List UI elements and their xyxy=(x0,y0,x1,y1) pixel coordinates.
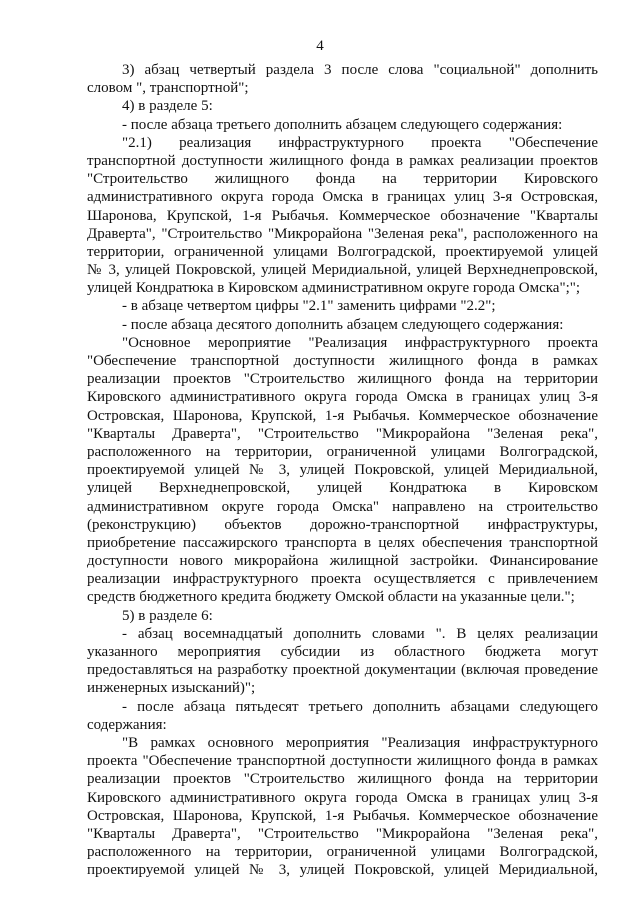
text-line: предоставляться на разработку проектной документации (включая проведение xyxy=(87,662,598,679)
text-line: Кировского административного округа города Омска в границах улиц 3-я xyxy=(87,389,598,406)
text-line: улицей Кондратюка в Кировском административном округе города Омска";"; xyxy=(87,280,581,297)
text-line: территории, ограниченной улицами Волгоградской, проектируемой улицей xyxy=(87,243,598,260)
text-line: 4) в разделе 5: xyxy=(122,98,213,115)
text-line: "2.1) реализация инфраструктурного проекта "Обеспечение xyxy=(122,134,598,151)
text-line: "Основное мероприятие "Реализация инфраструктурного проекта xyxy=(122,334,598,351)
text-line: расположенного на территории, ограниченной улицами Волгоградской, xyxy=(87,443,598,460)
text-line: реализации проектов "Строительство жилищного фонда на территории xyxy=(87,371,598,388)
text-line: инженерных изысканий)"; xyxy=(87,680,256,697)
document-body xyxy=(87,61,598,879)
text-line: "Кварталы Драверта", "Строительство "Микрорайона "Зеленая река", xyxy=(87,425,598,442)
text-line: (реконструкцию) объектов дорожно-транспортной инфраструктуры, xyxy=(87,516,598,533)
text-line: доступности нового микрорайона жилищной застройки. Финансирование xyxy=(87,553,598,570)
text-line: Драверта", "Строительство "Микрорайона "Зеленая река", расположенного на xyxy=(87,225,598,242)
text-line: расположенного на территории, ограниченной улицами Волгоградской, xyxy=(87,844,598,861)
text-line: Шаронова, Крупской, 1-я Рыбачья. Коммерческое обозначение "Кварталы xyxy=(87,207,598,224)
text-line: "В рамках основного мероприятия "Реализация инфраструктурного xyxy=(122,734,598,751)
text-line: "Кварталы Драверта", "Строительство "Микрорайона "Зеленая река", xyxy=(87,825,598,842)
text-line: словом ", транспортной"; xyxy=(87,80,249,97)
text-line: реализации инфраструктурного проекта осуществляется с привлечением xyxy=(87,571,598,588)
text-line: 5) в разделе 6: xyxy=(122,607,213,624)
text-line: проектируемой улицей № 3, улицей Покровской, улицей Меридиальной, xyxy=(87,462,598,479)
text-line: - после абзаца третьего дополнить абзацем следующего содержания: xyxy=(122,116,563,133)
text-line: средств бюджетного кредита бюджету Омской области на указанные цели."; xyxy=(87,589,575,606)
text-line: улицей Верхнеднепровской, улицей Кондратюка в Кировском xyxy=(87,480,598,497)
text-line: указанного мероприятия субсидии из областного бюджета могут xyxy=(87,644,598,660)
text-line: транспортной доступности жилищного фонда в рамках реализации проектов xyxy=(87,152,598,169)
page-number: 4 xyxy=(316,38,324,54)
text-line: Кировского административного округа города Омска в границах улиц 3-я xyxy=(87,789,598,806)
text-line: содержания: xyxy=(87,716,167,733)
text-line: реализации проектов "Строительство жилищного фонда на территории xyxy=(87,771,598,788)
text-line: "Строительство жилищного фонда на территории Кировского xyxy=(87,171,598,188)
text-line: - в абзаце четвертом цифры "2.1" заменить цифрами "2.2"; xyxy=(122,298,496,315)
text-line: административного округа города Омска в границах улиц 3-я Островская, xyxy=(87,189,598,206)
text-line: № 3, улицей Покровской, улицей Меридиальной, улицей Верхнеднепровской, xyxy=(87,262,598,279)
text-line: проектируемой улицей № 3, улицей Покровской, улицей Меридиальной, xyxy=(87,862,598,879)
text-line: проекта "Обеспечение транспортной доступности жилищного фонда в рамках xyxy=(87,753,598,770)
text-line: административном округе города Омска" направлено на строительство xyxy=(87,498,598,515)
text-line: "Обеспечение транспортной доступности жилищного фонда в рамках xyxy=(87,353,598,369)
text-line: - абзац восемнадцатый дополнить словами ". В целях реализации xyxy=(122,625,598,642)
text-line: Островская, Шаронова, Крупской, 1-я Рыбачья. Коммерческое обозначение xyxy=(87,807,598,824)
text-line: приобретение пассажирского транспорта в целях обеспечения транспортной xyxy=(87,534,598,551)
text-line: Островская, Шаронова, Крупской, 1-я Рыбачья. Коммерческое обозначение xyxy=(87,407,598,424)
text-line: 3) абзац четвертый раздела 3 после слова "социальной" дополнить xyxy=(122,62,598,78)
text-line: - после абзаца десятого дополнить абзацем следующего содержания: xyxy=(122,316,564,333)
text-line: - после абзаца пятьдесят третьего дополнить абзацами следующего xyxy=(122,698,598,715)
